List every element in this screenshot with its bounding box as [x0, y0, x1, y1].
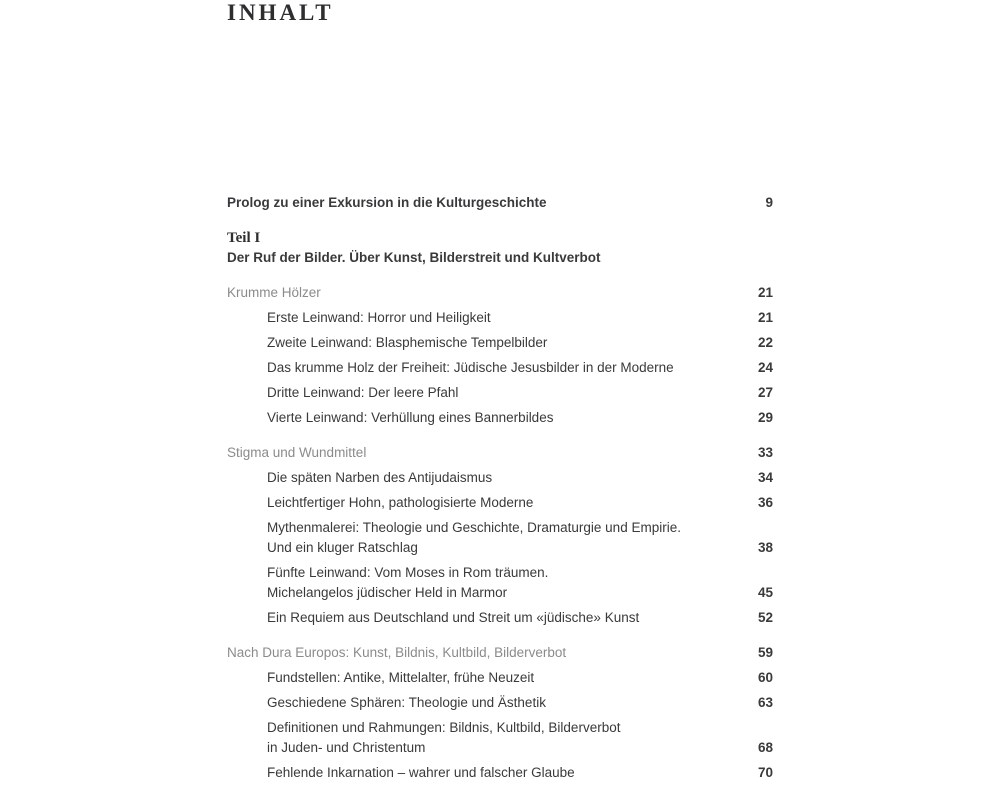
entry-page-number: 68	[757, 740, 773, 755]
section-page-number: 21	[757, 285, 773, 300]
part-subtitle: Der Ruf der Bilder. Über Kunst, Bilderstreit und Kultverbot	[227, 250, 601, 265]
toc-section	[227, 643, 773, 783]
entry-label	[227, 468, 739, 488]
toc-sections	[227, 283, 773, 783]
entry-label	[227, 358, 739, 378]
entry-line: Definitionen und Rahmungen: Bildnis, Kultbild, Bilderverbot	[267, 720, 621, 735]
toc-prolog-row	[227, 193, 773, 213]
toc-entry-row	[227, 493, 773, 513]
page-title: INHALT	[227, 0, 334, 25]
entry-page-number: 21	[757, 310, 773, 325]
entry-line: Zweite Leinwand: Blasphemische Tempelbilder	[267, 335, 548, 350]
toc-entry-row	[227, 358, 773, 378]
entry-page-number: 70	[757, 765, 773, 780]
entry-page-number: 34	[757, 470, 773, 485]
entry-line: Die späten Narben des Antijudaismus	[267, 470, 493, 485]
entry-label	[227, 718, 739, 758]
section-title: Nach Dura Europos: Kunst, Bildnis, Kultbild, Bilderverbot	[227, 645, 567, 660]
toc-entry-row	[227, 333, 773, 353]
toc-entry-row	[227, 518, 773, 558]
toc-entry-row	[227, 718, 773, 758]
entry-label	[227, 518, 739, 558]
toc-entry-row	[227, 563, 773, 603]
toc-entry-row	[227, 308, 773, 328]
section-title: Krumme Hölzer	[227, 285, 321, 300]
toc-entry-row	[227, 693, 773, 713]
entry-label	[227, 408, 739, 428]
entry-label	[227, 608, 739, 628]
entry-page-number: 45	[757, 585, 773, 600]
entry-page-number: 52	[757, 610, 773, 625]
entry-line: Geschiedene Sphären: Theologie und Ästhetik	[267, 695, 546, 710]
part-subtitle-row	[227, 248, 773, 268]
prolog-label: Prolog zu einer Exkursion in die Kulturgeschichte	[227, 195, 547, 210]
entry-label	[227, 763, 739, 783]
entry-line: Fünfte Leinwand: Vom Moses in Rom träumen.	[267, 565, 549, 580]
section-title-row	[227, 283, 773, 303]
section-page-number: 33	[757, 445, 773, 460]
section-title: Stigma und Wundmittel	[227, 445, 367, 460]
entry-line: Erste Leinwand: Horror und Heiligkeit	[267, 310, 491, 325]
entry-line: in Juden- und Christentum	[267, 740, 426, 755]
prolog-page-number: 9	[765, 195, 773, 210]
entry-line: Vierte Leinwand: Verhüllung eines Bannerbildes	[267, 410, 554, 425]
toc-content	[227, 0, 773, 788]
entry-label	[227, 668, 739, 688]
section-title-row	[227, 443, 773, 463]
toc-entry-row	[227, 383, 773, 403]
part-block	[227, 228, 773, 268]
entry-label	[227, 493, 739, 513]
entry-page-number: 38	[757, 540, 773, 555]
toc-entry-row	[227, 763, 773, 783]
entry-line: Michelangelos jüdischer Held in Marmor	[267, 585, 508, 600]
entry-label	[227, 563, 739, 603]
entry-page-number: 36	[757, 495, 773, 510]
entry-line: Mythenmalerei: Theologie und Geschichte, Dramaturgie und Empirie.	[267, 520, 681, 535]
toc-section	[227, 443, 773, 628]
part-title: Teil I	[227, 230, 261, 246]
entry-page-number: 63	[757, 695, 773, 710]
entry-page-number: 24	[757, 360, 773, 375]
entry-page-number: 27	[757, 385, 773, 400]
section-title-row	[227, 643, 773, 663]
entry-page-number: 22	[757, 335, 773, 350]
entry-label	[227, 308, 739, 328]
part-title-row	[227, 228, 773, 248]
entry-label	[227, 333, 739, 353]
toc-entry-row	[227, 608, 773, 628]
entry-line: Dritte Leinwand: Der leere Pfahl	[267, 385, 459, 400]
entry-label	[227, 383, 739, 403]
toc-entry-row	[227, 468, 773, 488]
toc-entry-row	[227, 668, 773, 688]
entry-label	[227, 693, 739, 713]
entry-line: Fundstellen: Antike, Mittelalter, frühe Neuzeit	[267, 670, 535, 685]
entry-line: Das krumme Holz der Freiheit: Jüdische Jesusbilder in der Moderne	[267, 360, 674, 375]
entry-line: Leichtfertiger Hohn, pathologisierte Moderne	[267, 495, 534, 510]
entry-page-number: 29	[757, 410, 773, 425]
entry-page-number: 60	[757, 670, 773, 685]
entry-line: Und ein kluger Ratschlag	[267, 540, 418, 555]
entry-line: Ein Requiem aus Deutschland und Streit um «jüdische» Kunst	[267, 610, 640, 625]
toc-entry-row	[227, 408, 773, 428]
section-page-number: 59	[757, 645, 773, 660]
entry-line: Fehlende Inkarnation – wahrer und falscher Glaube	[267, 765, 575, 780]
toc-section	[227, 283, 773, 428]
